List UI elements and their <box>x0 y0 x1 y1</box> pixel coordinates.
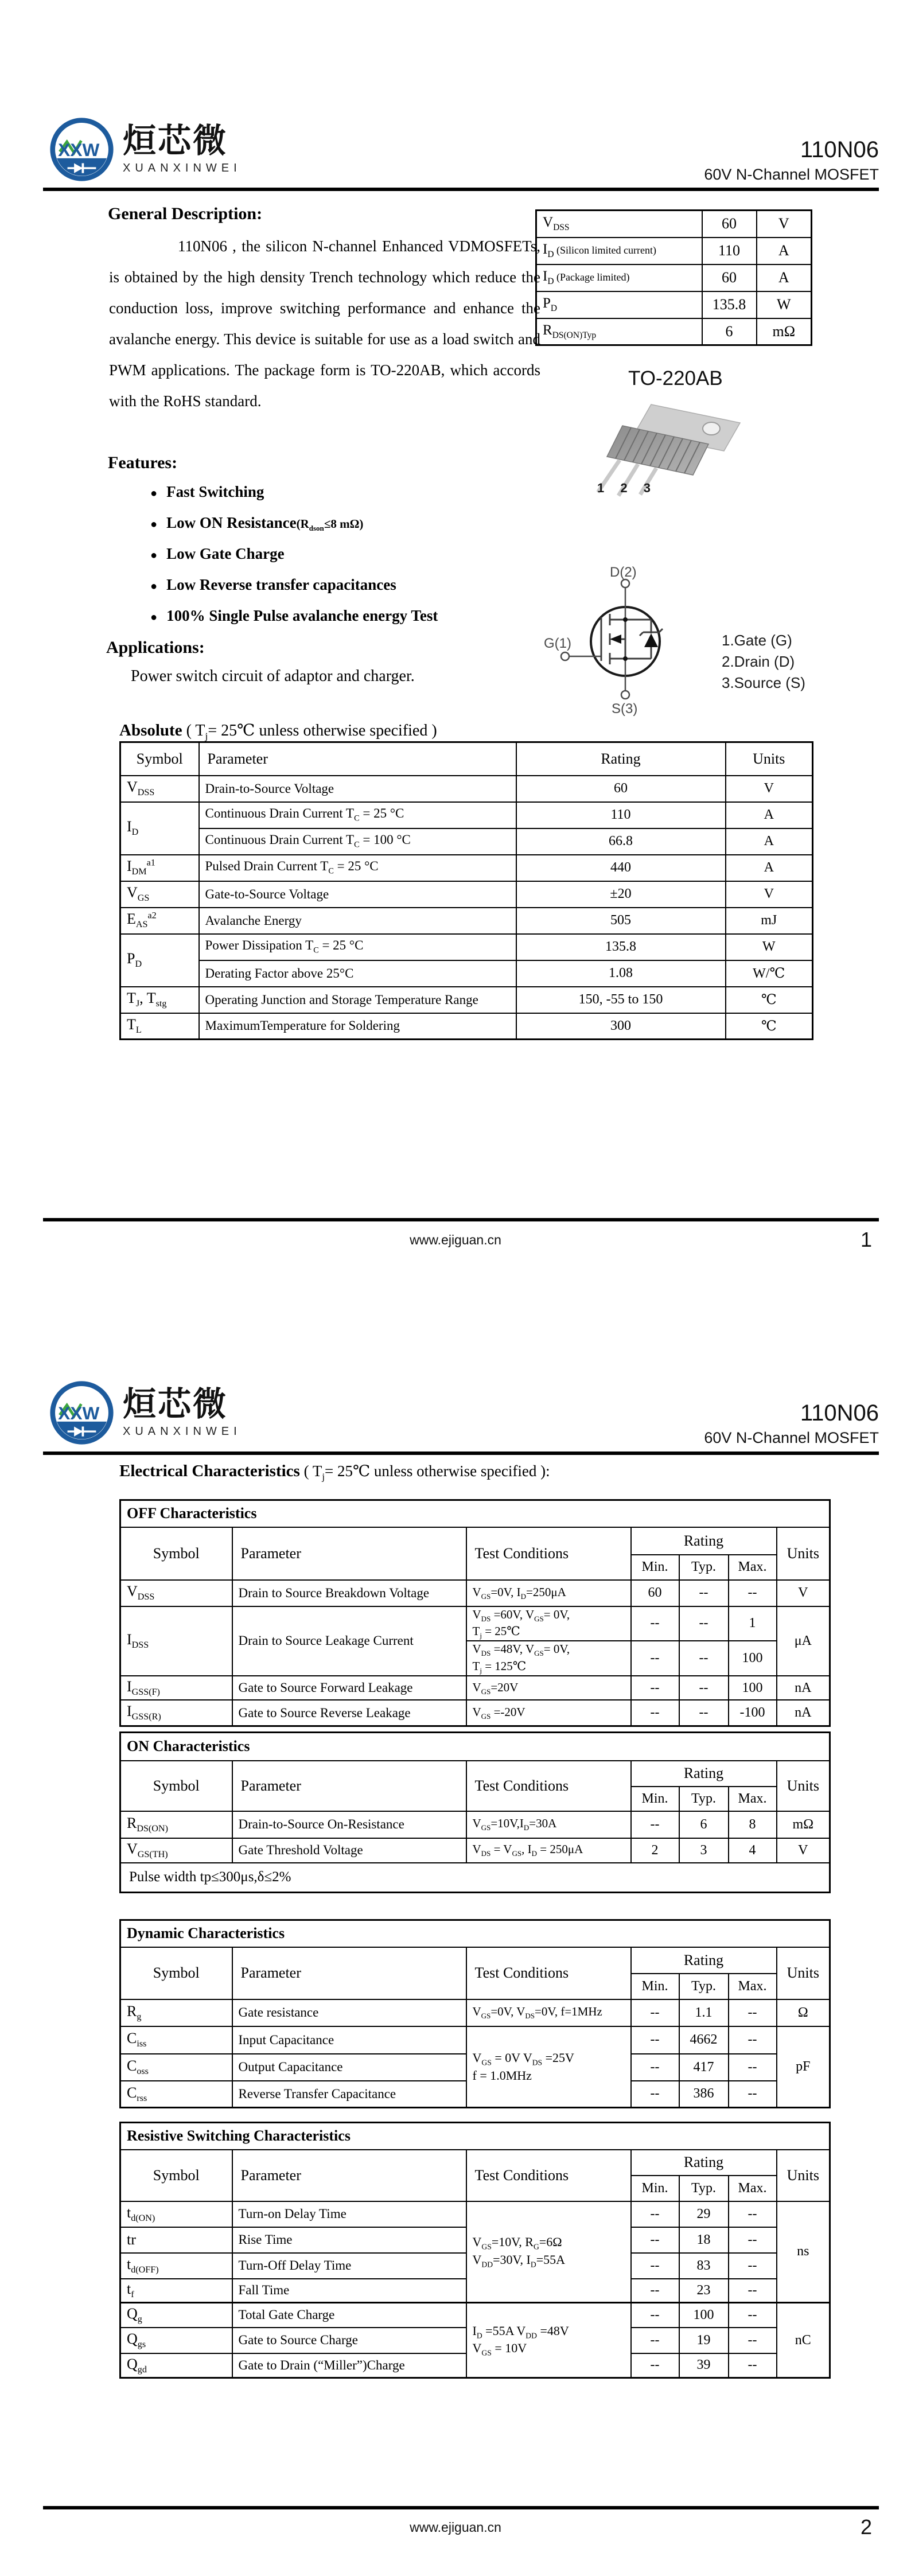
symbol-cell: $Q_{gd}$ <box>120 2353 232 2378</box>
dynamic-characteristics-table <box>119 1919 829 2108</box>
website-url: www.ejiguan.cn <box>410 2520 501 2535</box>
header-cell: Symbol <box>120 742 199 776</box>
pulse-width-note: Pulse width tp≤300μs,δ≤2% <box>120 1863 830 1893</box>
bullet-icon: ● <box>150 549 158 562</box>
applications-title: Applications: <box>106 638 205 657</box>
parameter-cell: Drain to Source Leakage Current <box>232 1606 466 1676</box>
units-cell: μA <box>777 1606 830 1676</box>
rating-cell: 150, -55 to 150 <box>516 987 726 1013</box>
parameter-cell: Avalanche Energy <box>199 908 516 934</box>
bullet-icon: ● <box>150 611 158 624</box>
parameter-cell: Power Dissipation $T_C = 25$ °C <box>199 934 516 960</box>
parameter-cell: Turn-on Delay Time <box>232 2201 466 2227</box>
company-name-cn: 烜芯微 <box>123 1385 228 1423</box>
general-description-title: General Description: <box>108 204 263 223</box>
typ-cell: -- <box>679 1641 729 1676</box>
resistive-switching-table <box>119 2122 829 2379</box>
typ-cell: 29 <box>679 2201 729 2227</box>
company-logo <box>49 1380 242 1446</box>
header-cell: Parameter <box>232 1761 466 1811</box>
logo-monogram: XXW <box>58 1403 100 1423</box>
max-cell: -- <box>729 2054 777 2081</box>
rating-label: $P_D$ <box>536 291 702 318</box>
rating-cell: ±20 <box>516 881 726 908</box>
units-cell: nC <box>777 2303 830 2378</box>
parameter-cell: Gate resistance <box>232 1999 466 2026</box>
header-cell: Typ. <box>679 1787 729 1811</box>
part-number: 110N06 <box>800 137 879 162</box>
parameter-cell: Continuous Drain Current $T_C = 100$ °C <box>199 828 516 855</box>
header-cell: Max. <box>729 1555 777 1580</box>
header-cell: Max. <box>729 2176 777 2201</box>
page-number: 1 <box>860 1228 872 1251</box>
logo-mark-icon <box>49 116 115 182</box>
parameter-cell: Reverse Transfer Capacitance <box>232 2081 466 2108</box>
logo-monogram: XXW <box>58 139 100 160</box>
company-name-cn: 烜芯微 <box>123 122 228 159</box>
symbol-cell: $V_{DSS}$ <box>120 776 199 802</box>
off-characteristics-table <box>119 1499 829 1727</box>
package-name: TO-220AB <box>628 367 723 390</box>
max-cell: -- <box>729 2303 777 2328</box>
max-cell: -- <box>729 1580 777 1606</box>
feature-item: ● Low ON Resistance ($R_{dson}\le 8$ mΩ) <box>150 514 364 533</box>
units-cell: nA <box>777 1676 830 1700</box>
symbol-cell: $V_{GS(TH)}$ <box>120 1838 232 1863</box>
rating-cell: 440 <box>516 855 726 881</box>
header-cell: Symbol <box>120 1761 232 1811</box>
min-cell: -- <box>631 2279 679 2303</box>
max-cell: -- <box>729 2328 777 2353</box>
logo-mark-icon <box>49 1380 115 1446</box>
parameter-cell: Total Gate Charge <box>232 2303 466 2328</box>
symbol-cell: tr <box>120 2227 232 2253</box>
parameter-cell: Drain-to-Source On-Resistance <box>232 1811 466 1838</box>
absolute-ratings-table <box>119 741 812 1040</box>
rating-label: $V_{DSS}$ <box>536 211 702 238</box>
rating-unit: W <box>757 291 812 318</box>
min-cell: -- <box>631 1641 679 1676</box>
header-rule <box>43 1452 879 1455</box>
header-cell: Typ. <box>679 2176 729 2201</box>
symbol-cell: $C_{iss}$ <box>120 2026 232 2054</box>
typ-cell: 19 <box>679 2328 729 2353</box>
test-conditions-cell: $V_{GS}=0V$, $I_D=250\mu A$ <box>466 1580 631 1606</box>
min-cell: -- <box>631 1606 679 1641</box>
header-cell: Rating <box>516 742 726 776</box>
part-number: 110N06 <box>800 1400 879 1426</box>
symbol-cell: $E_{AS}^{a2}$ <box>120 908 199 934</box>
features-title: Features: <box>108 453 178 472</box>
units-cell: ℃ <box>726 1013 813 1040</box>
header-cell: Symbol <box>120 1947 232 1999</box>
min-cell: -- <box>631 1700 679 1726</box>
typ-cell: -- <box>679 1700 729 1726</box>
max-cell: 100 <box>729 1641 777 1676</box>
symbol-cell: $V_{DSS}$ <box>120 1580 232 1606</box>
min-cell: -- <box>631 1999 679 2026</box>
test-conditions-cell: $V_{DS} = V_{GS}$, $I_D = 250\mu A$ <box>466 1838 631 1863</box>
symbol-cell: $I_{DM}^{a1}$ <box>120 855 199 881</box>
typ-cell: 1.1 <box>679 1999 729 2026</box>
header-cell: Units <box>777 1947 830 1999</box>
units-cell: W <box>726 934 813 960</box>
symbol-cell: $I_{GSS(F)}$ <box>120 1676 232 1700</box>
typ-cell: 417 <box>679 2054 729 2081</box>
max-cell: -- <box>729 2253 777 2279</box>
symbol-cell: $Q_g$ <box>120 2303 232 2328</box>
gate-pin-label: G(1) <box>544 636 571 651</box>
units-cell: ℃ <box>726 987 813 1013</box>
symbol-cell: $C_{oss}$ <box>120 2054 232 2081</box>
units-cell: A <box>726 828 813 855</box>
typ-cell: 6 <box>679 1811 729 1838</box>
header-cell: Units <box>777 1527 830 1580</box>
max-cell: -- <box>729 2026 777 2054</box>
feature-item: ● 100% Single Pulse avalanche energy Test <box>150 607 438 624</box>
header-cell: Min. <box>631 2176 679 2201</box>
min-cell: -- <box>631 2081 679 2108</box>
header-cell: Units <box>777 2150 830 2201</box>
units-cell: A <box>726 855 813 881</box>
typ-cell: -- <box>679 1580 729 1606</box>
typ-cell: 3 <box>679 1838 729 1863</box>
header-cell: Test Conditions <box>466 1947 631 1999</box>
parameter-cell: Rise Time <box>232 2227 466 2253</box>
test-conditions-cell: $V_{DS} =60V$, $V_{GS}= 0V$, $T_j$ = 25℃ <box>466 1606 631 1641</box>
max-cell: -- <box>729 2227 777 2253</box>
key-ratings-table <box>535 209 811 346</box>
test-conditions-cell: $I_D =55A$ $V_{DD} =48V$ $V_{GS} = 10V$ <box>466 2303 631 2378</box>
max-cell: -- <box>729 2201 777 2227</box>
header-cell: Typ. <box>679 1555 729 1580</box>
symbol-cell: $I_{DSS}$ <box>120 1606 232 1676</box>
units-cell: pF <box>777 2026 830 2108</box>
parameter-cell: Gate to Source Reverse Leakage <box>232 1700 466 1726</box>
min-cell: -- <box>631 2026 679 2054</box>
min-cell: -- <box>631 2227 679 2253</box>
parameter-cell: Derating Factor above 25°C <box>199 960 516 987</box>
pin-assignment: 1.Gate (G) <box>722 632 792 649</box>
pin-assignment: 3.Source (S) <box>722 674 805 691</box>
pin-assignment: 2.Drain (D) <box>722 653 795 670</box>
rating-label: $R_{DS(ON)Typ}$ <box>536 318 702 345</box>
bullet-icon: ● <box>150 580 158 593</box>
units-cell: V <box>777 1838 830 1863</box>
company-name-en: XUANXINWEI <box>123 161 242 174</box>
units-cell: Ω <box>777 1999 830 2026</box>
footer-rule <box>43 1218 879 1221</box>
table-title: Resistive Switching Characteristics <box>120 2123 830 2150</box>
table-title: OFF Characteristics <box>120 1500 830 1527</box>
rating-unit: A <box>757 238 812 264</box>
max-cell: 8 <box>729 1811 777 1838</box>
min-cell: -- <box>631 2054 679 2081</box>
typ-cell: 100 <box>679 2303 729 2328</box>
typ-cell: 18 <box>679 2227 729 2253</box>
rating-value: 60 <box>702 264 757 291</box>
units-cell: mJ <box>726 908 813 934</box>
parameter-cell: Pulsed Drain Current $T_C = 25$ °C <box>199 855 516 881</box>
rating-value: 110 <box>702 238 757 264</box>
rating-cell: 505 <box>516 908 726 934</box>
pin-assignment-list <box>722 630 805 694</box>
header-cell: Parameter <box>232 1527 466 1580</box>
rating-value: 135.8 <box>702 291 757 318</box>
symbol-cell: $Q_{gs}$ <box>120 2328 232 2353</box>
typ-cell: 23 <box>679 2279 729 2303</box>
symbol-cell: $t_{d(ON)}$ <box>120 2201 232 2227</box>
units-cell: ns <box>777 2201 830 2303</box>
rating-unit: mΩ <box>757 318 812 345</box>
general-description-body: 110N06 , the silicon N-channel Enhanced VDMOSFETs, is obtained by the high density Trench technology which reduce the conduction loss, improve switching performance and enhance the avalanche energy. This device is suitable for use as a load switch and PWM applications. The package form is TO-220AB, which accords with the RoHS standard. <box>109 238 540 410</box>
header-cell: Min. <box>631 1974 679 1999</box>
applications-body: Power switch circuit of adaptor and charger. <box>131 667 415 685</box>
header-cell: Symbol <box>120 2150 232 2201</box>
header-cell: Rating <box>631 1947 777 1974</box>
header-cell: Parameter <box>232 1947 466 1999</box>
table-title: ON Characteristics <box>120 1733 830 1761</box>
typ-cell: 39 <box>679 2353 729 2378</box>
symbol-cell: $V_{GS}$ <box>120 881 199 908</box>
min-cell: -- <box>631 2303 679 2328</box>
units-cell: A <box>726 802 813 828</box>
header-cell: Rating <box>631 2150 777 2176</box>
min-cell: -- <box>631 1811 679 1838</box>
parameter-cell: Input Capacitance <box>232 2026 466 2054</box>
header-cell: Parameter <box>199 742 516 776</box>
company-logo <box>49 116 242 182</box>
header-cell: Rating <box>631 1761 777 1787</box>
units-cell: mΩ <box>777 1811 830 1838</box>
max-cell: -- <box>729 1999 777 2026</box>
parameter-cell: Drain to Source Breakdown Voltage <box>232 1580 466 1606</box>
rating-unit: V <box>757 211 812 238</box>
test-conditions-cell: $V_{DS} =48V$, $V_{GS}= 0V$, $T_j$ = 125℃ <box>466 1641 631 1676</box>
units-cell: V <box>726 881 813 908</box>
units-cell: nA <box>777 1700 830 1726</box>
symbol-cell: $C_{rss}$ <box>120 2081 232 2108</box>
units-cell: W/℃ <box>726 960 813 987</box>
drain-pin-label: D(2) <box>610 565 637 580</box>
min-cell: -- <box>631 2353 679 2378</box>
parameter-cell: Gate-to-Source Voltage <box>199 881 516 908</box>
header-cell: Test Conditions <box>466 1527 631 1580</box>
feature-item: ● Low Reverse transfer capacitances <box>150 576 396 593</box>
typ-cell: -- <box>679 1606 729 1641</box>
test-conditions-cell: $V_{GS}=20V$ <box>466 1676 631 1700</box>
parameter-cell: MaximumTemperature for Soldering <box>199 1013 516 1040</box>
header-cell: Min. <box>631 1787 679 1811</box>
on-characteristics-table <box>119 1731 829 1893</box>
max-cell: 4 <box>729 1838 777 1863</box>
part-header <box>704 1401 879 1447</box>
max-cell: -- <box>729 2081 777 2108</box>
min-cell: -- <box>631 2328 679 2353</box>
rating-cell: 60 <box>516 776 726 802</box>
header-cell: Rating <box>631 1527 777 1555</box>
header-cell: Units <box>726 742 813 776</box>
symbol-cell: $T_J$, $T_{stg}$ <box>120 987 199 1013</box>
rating-label: $I_D$ (Silicon limited current) <box>536 238 702 264</box>
footer-rule <box>43 2506 879 2509</box>
max-cell: 1 <box>729 1606 777 1641</box>
symbol-cell: $R_{DS(ON)}$ <box>120 1811 232 1838</box>
rating-cell: 110 <box>516 802 726 828</box>
test-conditions-cell: $V_{GS}=10V,I_D=30A$ <box>466 1811 631 1838</box>
header-cell: Min. <box>631 1555 679 1580</box>
parameter-cell: Gate to Drain (“Miller”)Charge <box>232 2353 466 2378</box>
parameter-cell: Drain-to-Source Voltage <box>199 776 516 802</box>
table-title: Dynamic Characteristics <box>120 1920 830 1947</box>
min-cell: -- <box>631 1676 679 1700</box>
test-conditions-cell: $V_{GS}=0V$, $V_{DS}=0V$, f=1MHz <box>466 1999 631 2026</box>
rating-cell: 66.8 <box>516 828 726 855</box>
max-cell: 100 <box>729 1676 777 1700</box>
source-pin-label: S(3) <box>612 701 638 717</box>
header-cell: Test Conditions <box>466 2150 631 2201</box>
symbol-cell: $R_g$ <box>120 1999 232 2026</box>
website-url: www.ejiguan.cn <box>410 1232 501 1247</box>
header-cell: Units <box>777 1761 830 1811</box>
symbol-cell: $t_{d(OFF)}$ <box>120 2253 232 2279</box>
typ-cell: 4662 <box>679 2026 729 2054</box>
typ-cell: -- <box>679 1676 729 1700</box>
min-cell: 60 <box>631 1580 679 1606</box>
header-cell: Max. <box>729 1974 777 1999</box>
parameter-cell: Gate to Source Forward Leakage <box>232 1676 466 1700</box>
test-conditions-cell: $V_{GS} =-20V$ <box>466 1700 631 1726</box>
typ-cell: 386 <box>679 2081 729 2108</box>
header-rule <box>43 188 879 191</box>
units-cell: V <box>777 1580 830 1606</box>
absolute-title: Absolute ( $T_j=$ 25℃ unless otherwise specified ) <box>119 721 437 742</box>
feature-item: ● Low Gate Charge <box>150 545 285 562</box>
company-name-en: XUANXINWEI <box>123 1425 242 1438</box>
header-cell: Parameter <box>232 2150 466 2201</box>
symbol-cell: $P_D$ <box>120 934 199 987</box>
rating-value: 60 <box>702 211 757 238</box>
parameter-cell: Gate Threshold Voltage <box>232 1838 466 1863</box>
min-cell: -- <box>631 2253 679 2279</box>
symbol-cell: $t_f$ <box>120 2279 232 2303</box>
min-cell: 2 <box>631 1838 679 1863</box>
header-cell: Test Conditions <box>466 1761 631 1811</box>
rating-unit: A <box>757 264 812 291</box>
parameter-cell: Gate to Source Charge <box>232 2328 466 2353</box>
symbol-cell: $I_{GSS(R)}$ <box>120 1700 232 1726</box>
parameter-cell: Continuous Drain Current $T_C = 25$ °C <box>199 802 516 828</box>
rating-value: 6 <box>702 318 757 345</box>
parameter-cell: Operating Junction and Storage Temperature Range <box>199 987 516 1013</box>
header-cell: Max. <box>729 1787 777 1811</box>
parameter-cell: Fall Time <box>232 2279 466 2303</box>
typ-cell: 83 <box>679 2253 729 2279</box>
header-cell: Symbol <box>120 1527 232 1580</box>
symbol-cell: $I_D$ <box>120 802 199 855</box>
features-list <box>150 483 438 638</box>
units-cell: V <box>726 776 813 802</box>
min-cell: -- <box>631 2201 679 2227</box>
symbol-cell: $T_L$ <box>120 1013 199 1040</box>
max-cell: -- <box>729 2353 777 2378</box>
parameter-cell: Output Capacitance <box>232 2054 466 2081</box>
rating-cell: 135.8 <box>516 934 726 960</box>
test-conditions-cell: $V_{GS} = 0V$ $V_{DS} =25V$ f = 1.0MHz <box>466 2026 631 2108</box>
electrical-characteristics-title: Electrical Characteristics ( $T_j=$ 25℃ unless otherwise specified ): <box>119 1462 550 1482</box>
part-family: 60V N-Channel MOSFET <box>704 166 879 183</box>
part-header <box>704 138 879 184</box>
part-family: 60V N-Channel MOSFET <box>704 1429 879 1446</box>
max-cell: -100 <box>729 1700 777 1726</box>
bullet-icon: ● <box>150 487 158 500</box>
test-conditions-cell: $V_{GS}=10V$, $R_G=6\Omega$ $V_{DD}=30V$, $I_D=55A$ <box>466 2201 631 2303</box>
rating-cell: 300 <box>516 1013 726 1040</box>
max-cell: -- <box>729 2279 777 2303</box>
feature-item: ● Fast Switching <box>150 483 264 500</box>
parameter-cell: Turn-Off Delay Time <box>232 2253 466 2279</box>
rating-cell: 1.08 <box>516 960 726 987</box>
header-cell: Typ. <box>679 1974 729 1999</box>
page-number: 2 <box>860 2515 872 2539</box>
package-pin-numbers: 1 2 3 <box>597 481 657 495</box>
rating-label: $I_D$ (Package limited) <box>536 264 702 291</box>
bullet-icon: ● <box>150 518 158 531</box>
